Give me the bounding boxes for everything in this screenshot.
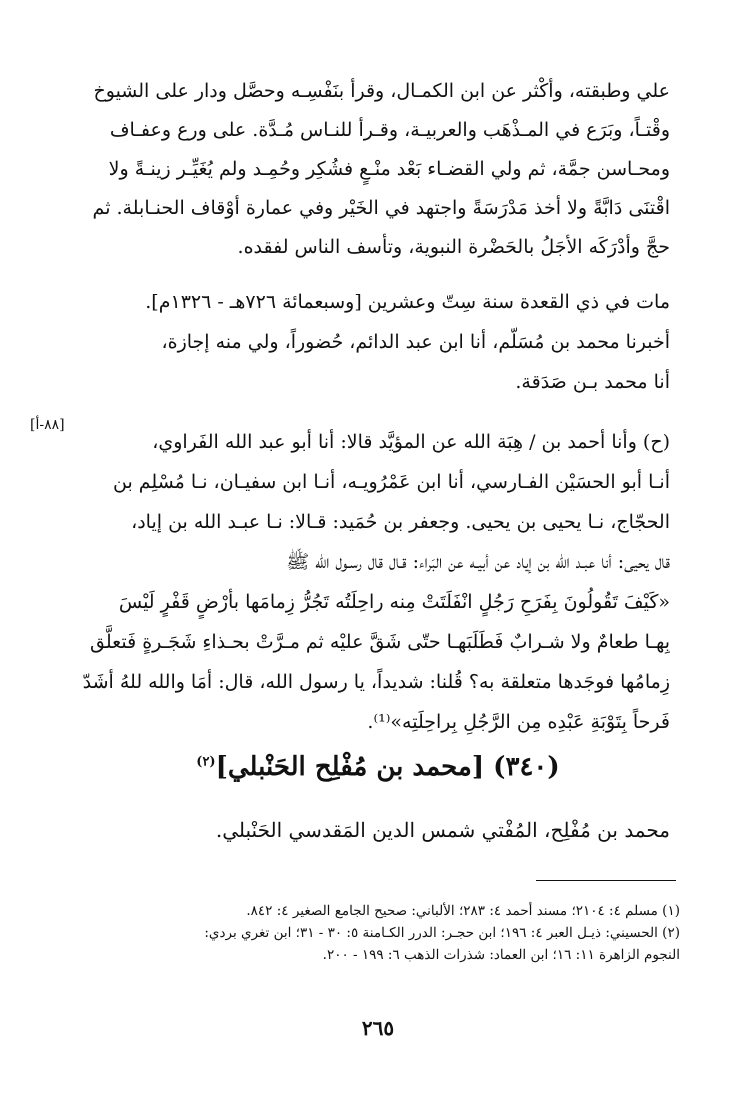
text-line: الحجّاج، نـا يحيى بن يحيى. وجعفر بن حُمَيد: قـالا: نـا عبـد الله بن إياد، (131, 511, 670, 533)
footnote-divider (536, 880, 676, 881)
text-line: زِمامُها فوجَدها متعلقة به؟ قُلنا: شديداً، يا رسول الله، قال: أمَا والله للهُ أشَدّ (82, 671, 670, 693)
footnote-2: (٢) الحسيني: ذيـل العبر ٤: ١٩٦؛ ابن حجـر: الدرر الكـامنة ٥: ٣٠ - ٣١؛ ابن تغري بردي: (204, 925, 680, 941)
text-line: قال يحيى: أنا عبـد الله بن إياد عن أبيـه عن البَراء: قـال قال رسـول الله ﷺ (286, 551, 670, 573)
page-number: ٢٦٥ (361, 1016, 395, 1040)
entry-subtitle: محمد بن مُفْلِح، المُفْتي شمس الدين المَقدسي الحَنْبلي. (215, 818, 670, 842)
text-line: «كَيْفَ تَقُولُونَ بِفَرَحِ رَجُلٍ انْفَلَتَتْ مِنه راحِلَتُه تَجُرُّ زِمامَها بأرْضٍ قَفْرٍ لَيْسَ (118, 591, 670, 613)
text-line: أنا محمد بـن صَدَقة. (515, 371, 670, 393)
text-line: أخبرنا محمد بن مُسَلّم، أنا ابن عبد الدائم، حُضوراً، ولي منه إجازة، (161, 331, 670, 353)
text-line: حجَّ وأدْرَكَه الأجَلُ بالحَضْرة النبوية، وتأسف الناس لفقده. (237, 236, 670, 258)
text-line: علي وطبقته، وأكْثر عن ابن الكمـال، وقرأ بنَفْسِـه وحصَّل ودار على الشيوخ (93, 80, 670, 102)
margin-reference: [٨٨-أ] (30, 417, 65, 433)
paragraph-hadith (80, 422, 670, 742)
paragraph-biography (80, 72, 670, 267)
text-line: بِهـا طعامٌ ولا شـرابٌ فَطَلَبَهـا حتّى شَقَّ عليْه ثم مـرَّتْ بحـذاءِ شَجَـرةٍ فَتعلَّق (90, 631, 670, 653)
text-line: أنـا أبو الحسَيْن الفـارسي، أنا ابن عَمْرُويـه، أنـا ابن سفيـان، نـا مُسْلِم بن (112, 471, 670, 493)
footnote-1: (١) مسلم ٤: ٢١٠٤؛ مسند أحمد ٤: ٢٨٣؛ الألباني: صحيح الجامع الصغير ٤: ٨٤٢. (246, 903, 680, 919)
entry-title: (٣٤٠) [محمد بن مُفْلِح الحَنْبلي] (215, 752, 560, 782)
entry-heading (0, 752, 756, 782)
footnote-2-continued: النجوم الزاهرة ١١: ١٦؛ ابن العماد: شذرات الذهب ٦: ١٩٩ - ٢٠٠. (322, 947, 680, 963)
text-line: اقْتنَى دَابَّةً ولا أخذ مَدْرَسَةً واجتهد في الخَيْر وفي عمارة أوْقاف الحنـابلة. ثم (92, 197, 670, 219)
text-line: (ح) وأنا أحمد بن / هِبَة الله عن المؤيَّد قالا: أنا أبو عبد الله الفَراوي، (152, 431, 670, 453)
footnote-marker: (٢) (196, 754, 216, 770)
text-line: مات في ذي القعدة سنة سِتّ وعشرين [وسبعمائة ٧٢٦هـ - ١٣٢٦م]. (145, 291, 670, 313)
text-line: ومحـاسن جمَّة، ثم ولي القضـاء بَعْد منْـعٍ فشُكِر وحُمِـد ولم يُغَيِّـر زينـةً ولا (108, 158, 670, 180)
text-line: فَرحاً بِتَوْبَةِ عَبْدِه مِن الرَّجُلِ بِراحِلَتِه»⁽¹⁾. (367, 711, 670, 733)
paragraph-death-and-chain (80, 282, 670, 402)
text-line: وقْتـاً، وبَرَع في المـذْهَب والعربيـة، وقـرأ للنـاس مُـدَّة. على ورع وعفـاف (109, 119, 670, 141)
